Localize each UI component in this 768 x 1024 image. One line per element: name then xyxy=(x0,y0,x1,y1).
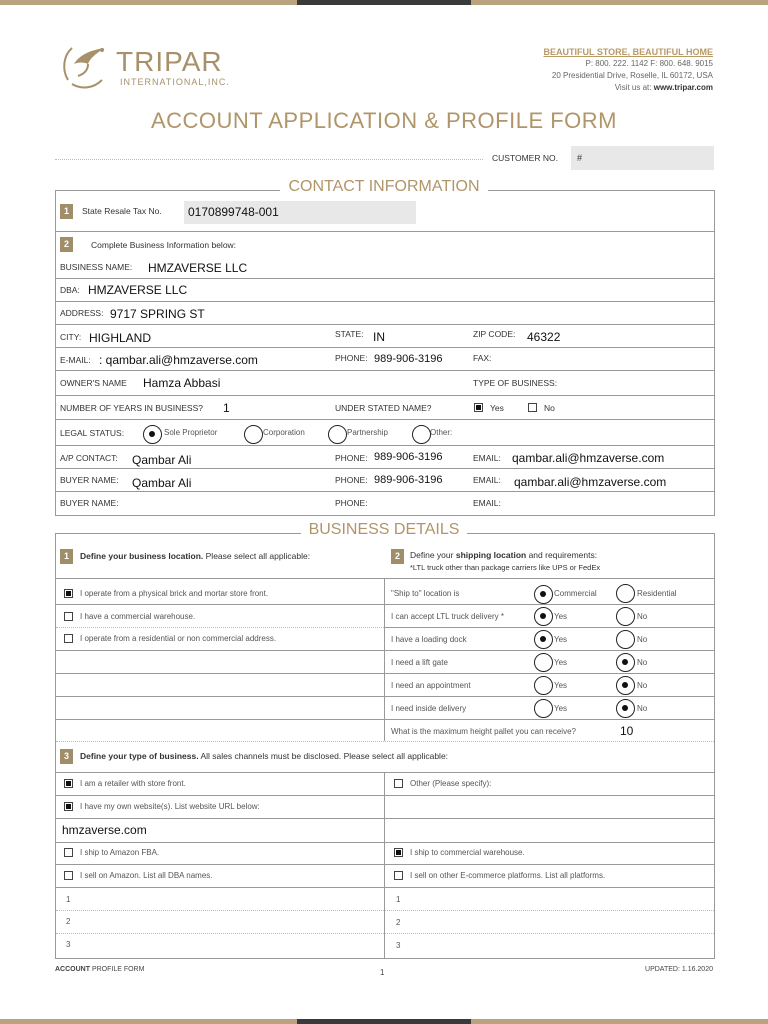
customer-number-row xyxy=(55,146,714,170)
retailer-label: I am a retailer with store front. xyxy=(80,779,186,788)
dba-label: DBA: xyxy=(60,285,80,295)
loc-warehouse-checkbox[interactable] xyxy=(64,612,73,621)
divider xyxy=(56,445,714,446)
phone-value[interactable]: 989-906-3196 xyxy=(374,353,443,365)
loading-dock-label: I have a loading dock xyxy=(391,635,467,644)
visit-line xyxy=(543,82,713,94)
commercial-warehouse-label: I ship to commercial warehouse. xyxy=(410,848,525,857)
footer-form-name-bold: ACCOUNT xyxy=(55,966,90,973)
divider xyxy=(56,347,714,348)
loc-residential-label: I operate from a residential or non commercial address. xyxy=(80,634,277,643)
business-name-value[interactable]: HMZAVERSE LLC xyxy=(148,261,248,275)
commercial-warehouse-checkbox[interactable] xyxy=(394,848,403,857)
amazon-fba-checkbox[interactable] xyxy=(64,848,73,857)
dba-list-2: 2 xyxy=(66,917,71,926)
contact-information-title-text: CONTACT INFORMATION xyxy=(280,178,487,195)
divider xyxy=(385,627,714,628)
inside-yes-radio[interactable] xyxy=(534,699,553,718)
appointment-no-radio[interactable] xyxy=(616,676,635,695)
loc-residential-checkbox[interactable] xyxy=(64,634,73,643)
bottom-accent-tab xyxy=(297,1019,471,1024)
shipping-heading-c: and requirements: xyxy=(526,550,598,560)
complete-info-label: Complete Business Information below: xyxy=(91,240,237,250)
ship-residential-radio[interactable] xyxy=(616,584,635,603)
zip-label: ZIP CODE: xyxy=(473,329,516,339)
company-contact-block xyxy=(543,46,713,94)
divider xyxy=(56,864,714,865)
phone-label: PHONE: xyxy=(335,353,368,363)
pallet-question: What is the maximum height pallet you can receive? xyxy=(391,727,576,736)
pallet-value[interactable]: 10 xyxy=(620,724,634,738)
dock-no-radio[interactable] xyxy=(616,630,635,649)
footer-form-name-rest: PROFILE FORM xyxy=(90,966,145,973)
city-value[interactable]: HIGHLAND xyxy=(89,331,152,345)
ltl-yes-radio[interactable] xyxy=(534,607,553,626)
appointment-label: I need an appointment xyxy=(391,681,471,690)
biz-step-3-badge: 3 xyxy=(60,749,73,764)
business-details-title-text: BUSINESS DETAILS xyxy=(301,521,468,538)
divider xyxy=(56,578,714,579)
biz-location-heading-rest: Please select all applicable: xyxy=(203,551,311,561)
email-label: E-MAIL: xyxy=(60,355,91,365)
buyer2-email-label: EMAIL: xyxy=(473,498,501,508)
ltl-note: *LTL truck other than package carriers like UPS or FedEx xyxy=(410,563,601,572)
ap-email-label: EMAIL: xyxy=(473,453,501,463)
top-accent-bar xyxy=(0,0,768,5)
ap-phone-label: PHONE: xyxy=(335,453,368,463)
buyer-phone-label: PHONE: xyxy=(335,475,368,485)
legal-corporation-radio[interactable] xyxy=(244,425,263,444)
visit-prefix: Visit us at: xyxy=(614,83,654,92)
dock-yes-radio[interactable] xyxy=(534,630,553,649)
liftgate-no-label: No xyxy=(637,658,648,667)
column-divider xyxy=(384,772,385,958)
business-type-heading-rest: All sales channels must be disclosed. Please select all applicable: xyxy=(198,751,449,761)
divider xyxy=(56,818,714,819)
dotted-divider xyxy=(56,741,714,742)
divider xyxy=(56,604,714,605)
business-details-title xyxy=(0,521,768,539)
buyer-phone-value[interactable]: 989-906-3196 xyxy=(374,474,443,486)
updated-date: UPDATED: 1.16.2020 xyxy=(645,966,713,973)
legal-sole-radio[interactable] xyxy=(143,425,162,444)
legal-status-label: LEGAL STATUS: xyxy=(60,428,125,438)
dock-yes-label: Yes xyxy=(554,635,568,644)
dotted-divider xyxy=(56,627,384,628)
tagline: BEAUTIFUL STORE, BEAUTIFUL HOME xyxy=(543,47,713,57)
shipping-heading xyxy=(410,550,597,560)
platform-list-2: 2 xyxy=(396,918,401,927)
loc-warehouse-label: I have a commercial warehouse. xyxy=(80,612,196,621)
dotted-divider xyxy=(56,910,714,911)
dba-list-1: 1 xyxy=(66,895,71,904)
appointment-yes-label: Yes xyxy=(554,681,568,690)
under-name-no-label: No xyxy=(544,403,555,413)
step-2-badge: 2 xyxy=(60,237,73,252)
buyer-email-value[interactable]: qambar.ali@hmzaverse.com xyxy=(514,475,667,489)
city-label: CITY: xyxy=(60,332,82,342)
under-name-yes-label: Yes xyxy=(490,403,504,413)
eagle-wreath-icon xyxy=(58,40,114,92)
ship-commercial-label: Commercial xyxy=(554,589,597,598)
dotted-divider xyxy=(56,933,714,934)
phone-fax-line: P: 800. 222. 1142 F: 800. 648. 9015 xyxy=(585,59,713,68)
tripar-logo xyxy=(58,40,228,92)
divider xyxy=(56,887,714,888)
shipping-heading-bold: shipping location xyxy=(455,550,527,560)
legal-corporation-label: Corporation xyxy=(263,428,305,437)
bottom-accent-bar xyxy=(0,1019,768,1024)
divider xyxy=(56,324,714,325)
biz-location-heading xyxy=(80,551,310,561)
biz-step-2-badge: 2 xyxy=(391,549,404,564)
platform-list-1: 1 xyxy=(396,895,401,904)
buyer-email-label: EMAIL: xyxy=(473,475,501,485)
zip-value[interactable]: 46322 xyxy=(527,330,561,344)
under-name-yes-checkbox[interactable] xyxy=(474,403,483,412)
company-address: 20 Presidential Drive, Roselle, IL 60172, USA xyxy=(551,71,713,80)
ship-to-label: "Ship to" location is xyxy=(391,589,460,598)
ap-contact-value[interactable]: Qambar Ali xyxy=(132,453,192,467)
column-divider xyxy=(384,578,385,741)
buyer-name-value[interactable]: Qambar Ali xyxy=(132,476,192,490)
amazon-seller-label: I sell on Amazon. List all DBA names. xyxy=(80,871,213,880)
website-link[interactable]: www.tripar.com xyxy=(653,83,713,92)
legal-partnership-radio[interactable] xyxy=(328,425,347,444)
ecommerce-checkbox[interactable] xyxy=(394,871,403,880)
ap-contact-label: A/P CONTACT: xyxy=(60,453,118,463)
platform-list-3: 3 xyxy=(396,941,401,950)
state-label: STATE: xyxy=(335,329,364,339)
inside-no-label: No xyxy=(637,704,648,713)
website-label: I have my own website(s). List website URL below: xyxy=(80,802,260,811)
divider xyxy=(56,419,714,420)
customer-no-field[interactable] xyxy=(571,146,714,170)
brand-name: TRIPAR xyxy=(116,46,223,77)
form-title: ACCOUNT APPLICATION & PROFILE FORM xyxy=(150,108,618,133)
address-label: ADDRESS: xyxy=(60,308,104,318)
divider xyxy=(56,301,714,302)
ship-residential-label: Residential xyxy=(637,589,677,598)
divider xyxy=(56,719,714,720)
business-type-heading xyxy=(80,751,448,761)
address-value[interactable]: 9717 SPRING ST xyxy=(110,307,205,321)
legal-other-label: Other: xyxy=(430,428,453,437)
resale-tax-label: State Resale Tax No. xyxy=(82,206,162,216)
state-value[interactable]: IN xyxy=(373,330,385,344)
ltl-label: I can accept LTL truck delivery * xyxy=(391,612,504,621)
buyer2-name-label: BUYER NAME: xyxy=(60,498,119,508)
ltl-no-radio[interactable] xyxy=(616,607,635,626)
footer-form-name xyxy=(55,966,144,973)
fax-label: FAX: xyxy=(473,353,492,363)
ship-commercial-radio[interactable] xyxy=(534,585,553,604)
buyer2-phone-label: PHONE: xyxy=(335,498,368,508)
ltl-no-label: No xyxy=(637,612,648,621)
dotted-rule xyxy=(55,159,483,160)
email-value[interactable]: : qambar.ali@hmzaverse.com xyxy=(99,353,258,367)
biz-location-heading-bold: Define your business location. xyxy=(80,551,204,561)
biz-step-1-badge: 1 xyxy=(60,549,73,564)
type-of-business-label: TYPE OF BUSINESS: xyxy=(473,378,558,388)
legal-partnership-label: Partnership xyxy=(347,428,388,437)
divider xyxy=(56,231,714,232)
brand-subtitle: INTERNATIONAL,INC. xyxy=(120,77,230,87)
ltl-yes-label: Yes xyxy=(554,612,568,621)
lift-gate-label: I need a lift gate xyxy=(391,658,448,667)
website-url-value[interactable]: hmzaverse.com xyxy=(62,823,147,837)
contact-information-title xyxy=(0,178,768,196)
step-1-badge: 1 xyxy=(60,204,73,219)
divider xyxy=(56,795,714,796)
divider xyxy=(56,370,714,371)
appointment-yes-radio[interactable] xyxy=(534,676,553,695)
owner-label: OWNER'S NAME xyxy=(60,378,127,388)
loc-storefront-checkbox[interactable] xyxy=(64,589,73,598)
divider xyxy=(56,278,714,279)
legal-sole-label: Sole Proprietor xyxy=(164,428,218,437)
years-value[interactable]: 1 xyxy=(223,401,230,415)
liftgate-yes-label: Yes xyxy=(554,658,568,667)
business-name-label: BUSINESS NAME: xyxy=(60,262,133,272)
inside-yes-label: Yes xyxy=(554,704,568,713)
divider xyxy=(56,696,714,697)
contact-information-section xyxy=(55,190,715,516)
buyer-name-label: BUYER NAME: xyxy=(60,475,119,485)
years-label: NUMBER OF YEARS IN BUSINESS? xyxy=(60,403,203,413)
appointment-no-label: No xyxy=(637,681,648,690)
divider xyxy=(56,468,714,469)
page-number: 1 xyxy=(380,968,385,977)
dba-list-3: 3 xyxy=(66,940,71,949)
top-accent-tab xyxy=(297,0,471,5)
ap-phone-value[interactable]: 989-906-3196 xyxy=(374,451,443,463)
under-stated-name-label: UNDER STATED NAME? xyxy=(335,403,432,413)
divider xyxy=(56,491,714,492)
loc-storefront-label: I operate from a physical brick and mortar store front. xyxy=(80,589,269,598)
liftgate-no-radio[interactable] xyxy=(616,653,635,672)
divider xyxy=(56,395,714,396)
business-type-heading-bold: Define your type of business. xyxy=(80,751,199,761)
inside-delivery-label: I need inside delivery xyxy=(391,704,467,713)
ecommerce-label: I sell on other E-commerce platforms. List all platforms. xyxy=(410,871,606,880)
dock-no-label: No xyxy=(637,635,648,644)
website-checkbox[interactable] xyxy=(64,802,73,811)
liftgate-yes-radio[interactable] xyxy=(534,653,553,672)
retailer-checkbox[interactable] xyxy=(64,779,73,788)
amazon-seller-checkbox[interactable] xyxy=(64,871,73,880)
divider xyxy=(56,842,714,843)
shipping-heading-a: Define your xyxy=(410,550,456,560)
customer-no-label: CUSTOMER NO. xyxy=(492,153,558,163)
owner-value[interactable]: Hamza Abbasi xyxy=(143,376,221,390)
divider xyxy=(56,772,714,773)
under-name-no-checkbox[interactable] xyxy=(528,403,537,412)
business-details-section xyxy=(55,533,715,959)
customer-no-value: # xyxy=(577,153,583,163)
divider xyxy=(56,673,714,674)
dba-value[interactable]: HMZAVERSE LLC xyxy=(88,283,188,297)
legal-other-radio[interactable] xyxy=(412,425,431,444)
other-specify-checkbox[interactable] xyxy=(394,779,403,788)
divider xyxy=(56,650,714,651)
other-specify-label: Other (Please specify): xyxy=(410,779,492,788)
inside-no-radio[interactable] xyxy=(616,699,635,718)
resale-tax-value: 0170899748-001 xyxy=(188,205,279,219)
amazon-fba-label: I ship to Amazon FBA. xyxy=(80,848,160,857)
ap-email-value[interactable]: qambar.ali@hmzaverse.com xyxy=(512,451,665,465)
